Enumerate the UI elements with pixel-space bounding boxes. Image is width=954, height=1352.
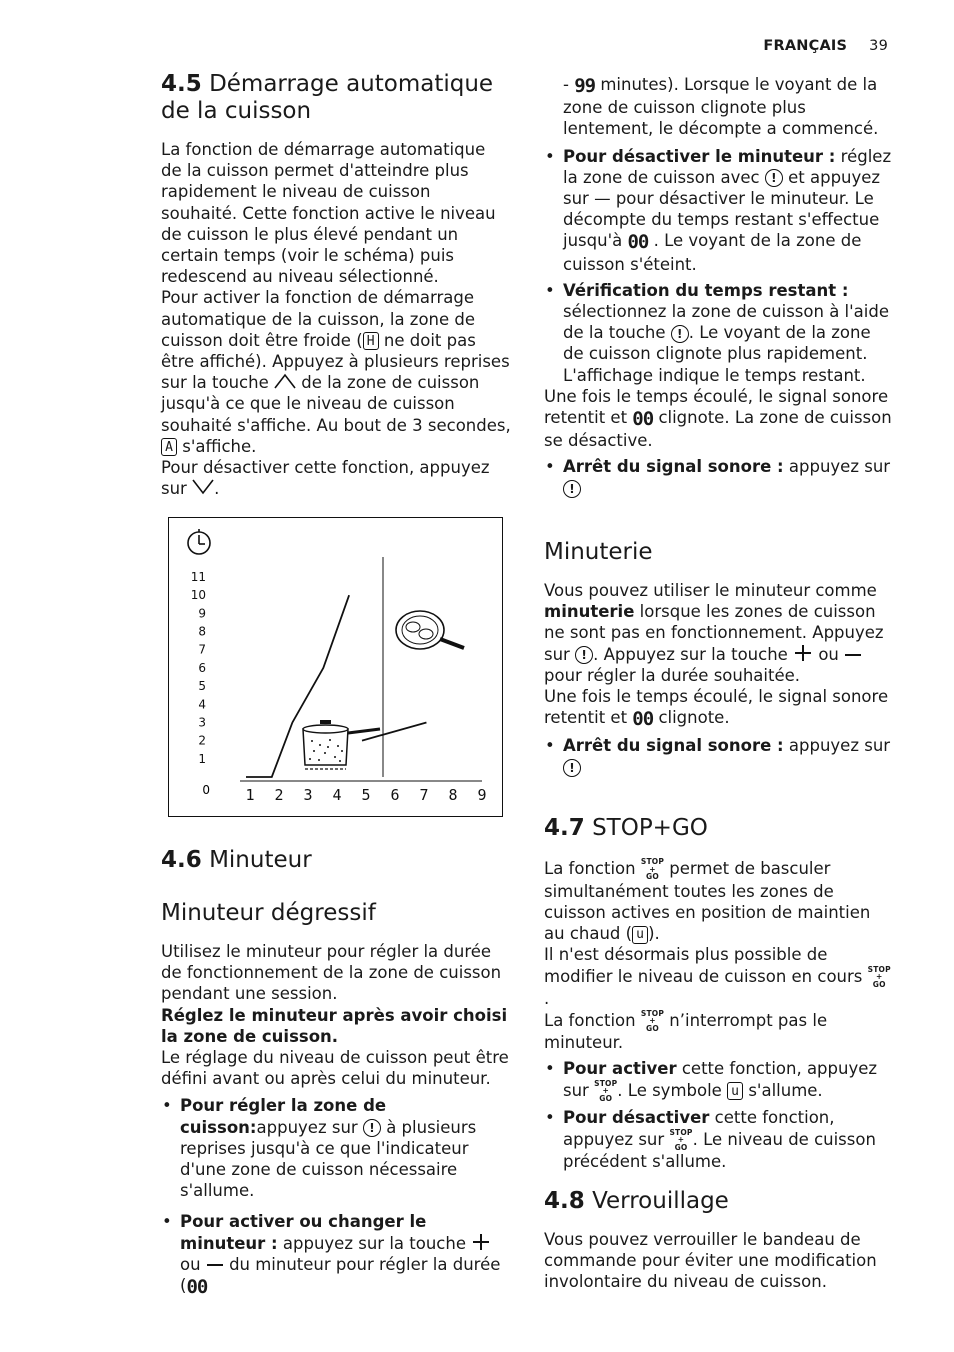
header-language: FRANÇAIS [763, 38, 848, 54]
y-tick-label: 8 [198, 624, 206, 639]
stopgo-no-change: Il n'est désormais plus possible de modifier le niveau de cuisson en cours STOP + GO. [544, 945, 891, 1009]
plus-icon [793, 644, 813, 662]
stopgo-timer: La fonction STOP + GO n’interrompt pas le minuteur. [544, 1008, 828, 1053]
countdown-timer-heading: Minuteur dégressif [161, 900, 376, 926]
stop-go-icon: STOP + GO [594, 1078, 618, 1103]
page-number: 39 [869, 38, 888, 54]
stop-go-icon: STOP + GO [640, 857, 665, 882]
display-00: 00 [632, 708, 654, 731]
keep-warm-icon: u [632, 926, 648, 944]
stop-go-icon: STOP + GO [640, 1008, 665, 1033]
lock-intro: Vous pouvez verrouiller le bandeau de commande pour éviter une modification involontaire du niveau de cuisson. [544, 1230, 877, 1292]
timer-step-check: • Vérification du temps restant : sélectionnez la zone de cuisson à l'aide de la touche ! . Le voyant de la zone de cuisson clignote plus rapidement. L'affichage indique le temps restant. [544, 280, 896, 386]
a-display-icon: A [161, 438, 177, 456]
minuterie-heading: Minuterie [544, 539, 653, 565]
timer-step-select-zone: • Pour régler la zone de cuisson:appuyez sur ! à plusieurs reprises jusqu'à ce que l'indicateur d'une zone de cuisson nécessaire s'allume. [161, 1095, 511, 1201]
timer-order: Le réglage du niveau de cuisson peut être défini avant ou après celui du minuteur. [161, 1048, 509, 1089]
minuterie-body [544, 580, 896, 778]
timer-step-deactivate: • Pour désactiver le minuteur : réglez la zone de cuisson avec ! et appuyez sur — pour désactiver le minuteur. Le décompte du temps restant s'effectue jusqu'à 00 . Le voyant de la zone de cuisson s'éteint. [544, 146, 896, 275]
x-tick-label: 5 [361, 786, 371, 804]
x-tick-label: 2 [274, 786, 284, 804]
y-tick-label: 2 [198, 733, 206, 748]
timer-key-icon: ! [765, 169, 783, 187]
x-tick-label: 7 [419, 786, 429, 804]
display-99: 99 [574, 75, 596, 97]
minus-icon [844, 650, 862, 660]
y-tick-label: 6 [198, 660, 206, 675]
timer-step-set: • Pour activer ou changer le minuteur : appuyez sur la touche ou du minuteur pour régler la durée (00 [161, 1211, 511, 1298]
timer-key-icon: ! [363, 1119, 381, 1137]
timer-key-icon: ! [575, 646, 593, 664]
stopgo-intro: La fonction STOP + GO permet de basculer simultanément toutes les zones de cuisson actives en position de maintien au chaud ( u ). [544, 857, 871, 944]
display-00: 00 [627, 231, 649, 254]
timer-note: Réglez le minuteur après avoir choisi la zone de cuisson. [161, 1005, 508, 1046]
stopgo-deactivate: • Pour désactiver cette fonction, appuyez sur STOP + GO . Le niveau de cuisson précédent s'allume. [544, 1107, 896, 1172]
timer-key-icon: ! [563, 759, 581, 777]
up-arrow-icon [274, 373, 296, 389]
auto-start-intro: La fonction de démarrage automatique de la cuisson permet d'atteindre plus rapidement le niveau de cuisson souhaité. Cette fonction active le niveau de cuisson le plus élevé pendant un certain temps (voir le schéma) puis redescend au niveau sélectionné. [161, 140, 496, 287]
timer-intro: Utilisez le minuteur pour régler la durée de fonctionnement de la zone de cuisson pendant une session. [161, 942, 502, 1004]
section-4-5-heading: 4.5 Démarrage automatique de la cuisson [161, 71, 494, 124]
timer-key-icon: ! [563, 480, 581, 498]
y-tick-label: 5 [198, 679, 206, 694]
section-4-8-heading: 4.8 Verrouillage [544, 1188, 729, 1214]
auto-start-chart [168, 517, 504, 817]
display-00: 00 [632, 408, 654, 431]
minuterie-intro: Vous pouvez utiliser le minuteur comme minuterie lorsque les zones de cuisson ne sont pas en fonctionnement. Appuyez sur ! . Appuyez sur la touche ou pour régler la durée souhaitée. [544, 581, 884, 685]
h-display-icon: H [363, 332, 379, 350]
x-tick-label: 1 [245, 786, 255, 804]
x-tick-label: 8 [448, 786, 458, 804]
section-4-6-body [161, 941, 511, 1298]
display-00: 00 [186, 1276, 208, 1299]
timer-end: Une fois le temps écoulé, le signal sonore retentit et 00 clignote. La zone de cuisson se désactive. [544, 386, 892, 451]
auto-start-deactivate: Pour désactiver cette fonction, appuyez sur . [161, 458, 490, 499]
y-zero-label: 0 [202, 783, 210, 797]
y-tick-label: 9 [198, 606, 206, 621]
timer-continued [544, 74, 896, 499]
y-tick-label: 7 [198, 642, 206, 657]
section-4-8-body [544, 1229, 896, 1293]
timer-key-icon: ! [671, 325, 689, 343]
stop-go-icon: STOP + GO [867, 964, 891, 989]
section-4-5-body [161, 139, 511, 499]
timer-step-set-continued: - 99 minutes). Lorsque le voyant de la zone de cuisson clignote plus lentement, le décompte a commencé. [563, 75, 879, 139]
auto-start-activate: Pour activer la fonction de démarrage automatique de la cuisson, la zone de cuisson doit être froide ( H ne doit pas être affiché). Appuyez à plusieurs reprises sur la touche de la zone de cuisson jusqu'à ce que le niveau de cuisson souhaité s'affiche. Au bout de 3 secondes, A s'affiche. [161, 288, 511, 456]
y-tick-label: 1 [198, 751, 206, 766]
minus-icon [206, 1260, 224, 1270]
down-arrow-icon [192, 479, 214, 495]
y-tick-label: 10 [190, 588, 206, 603]
section-4-7-heading: 4.7 STOP+GO [544, 815, 708, 841]
section-4-7-body [544, 858, 896, 1173]
x-tick-label: 3 [303, 786, 313, 804]
x-tick-label: 4 [332, 786, 342, 804]
keep-warm-icon: u [727, 1082, 743, 1100]
stop-go-icon: STOP + GO [669, 1127, 693, 1152]
stopgo-activate: • Pour activer cette fonction, appuyez sur STOP + GO . Le symbole u s'allume. [544, 1058, 896, 1102]
x-tick-label: 6 [390, 786, 400, 804]
plus-icon [471, 1233, 491, 1251]
minuterie-stop-signal: • Arrêt du signal sonore : appuyez sur ! [544, 735, 896, 777]
x-tick-label: 9 [477, 786, 487, 804]
y-tick-label: 11 [190, 570, 206, 584]
page-header [763, 38, 888, 54]
y-tick-label: 4 [198, 697, 206, 712]
minuterie-end: Une fois le temps écoulé, le signal sonore retentit et 00 clignote. [544, 687, 889, 731]
y-tick-label: 3 [198, 715, 206, 730]
timer-stop-signal: • Arrêt du signal sonore : appuyez sur ! [544, 456, 896, 498]
section-4-6-heading: 4.6 Minuteur [161, 847, 312, 873]
